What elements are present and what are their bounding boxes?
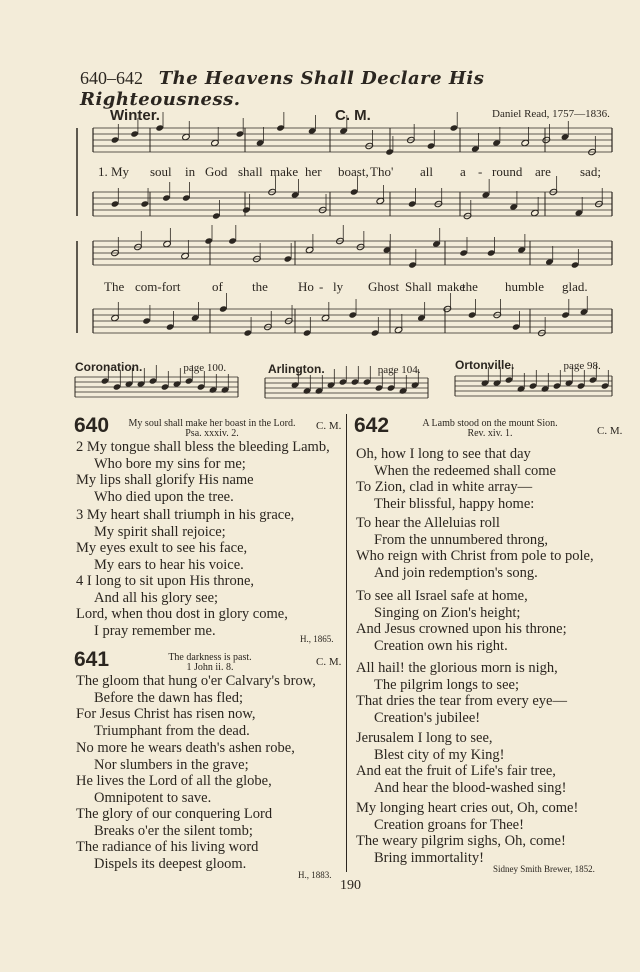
hymn-640-attribution: H., 1865.	[300, 634, 334, 644]
composer: Daniel Read, 1757—1836.	[492, 108, 610, 120]
hymn-642-first-line: A Lamb stood on the mount Sion. Rev. xiv. 1.	[422, 418, 558, 439]
lyric-word: the	[462, 279, 478, 294]
lyric-word: ly	[333, 279, 344, 294]
lyric-word: her	[305, 164, 322, 179]
hymn-642-stanza-1: Oh, how I long to see that day When the redeemed shall come To Zion, clad in white array— Their blissful, happy home:	[356, 446, 556, 512]
tune-meter: C. M.	[335, 107, 371, 124]
hymn-641-meter: C. M.	[316, 656, 342, 668]
ref-ortonville: Ortonville. page 98.	[455, 358, 601, 372]
ref-coronation: Coronation. page 100.	[75, 360, 227, 374]
hymn-642-meter: C. M.	[597, 425, 623, 437]
hymn-640-stanza-4: 4 I long to sit upon His throne, And all his glory see; Lord, when thou dost in glory come, I pray remember me.	[76, 573, 288, 639]
hymn-640-number: 640	[74, 414, 110, 437]
hymn-641-attribution: H., 1883.	[298, 870, 332, 880]
lyric-word: -	[319, 279, 324, 294]
hymn-range: 640–642	[80, 68, 143, 88]
lyric-word: sad;	[580, 164, 601, 179]
hymn-642-stanza-3: To see all Israel safe at home, Singing on Zion's height; And Jesus crowned upon his throne; Creation own his right.	[356, 588, 567, 654]
lyric-word: make	[270, 164, 299, 179]
hymn-640-meter: C. M.	[316, 420, 342, 432]
lyric-word: in	[185, 164, 196, 179]
hymn-640-first-line: My soul shall make her boast in the Lord. Psa. xxxiv. 2.	[128, 418, 296, 439]
hymn-641-first-line: The darkness is past. 1 John ii. 8.	[168, 652, 252, 673]
ref-arlington: Arlington. page 104.	[268, 362, 421, 376]
lyric-word: Ho	[298, 279, 314, 294]
hymn-642-stanza-6: My longing heart cries out, Oh, come! Creation groans for Thee! The weary pilgrim sighs, Oh, come! Bring immortality!	[356, 800, 579, 866]
hymn-640-stanza-3: 3 My heart shall triumph in his grace, My spirit shall rejoice; My eyes exult to see his face, My ears to hear his voice.	[76, 507, 295, 573]
lyric-word: the	[252, 279, 268, 294]
lyric-word: 1. My	[98, 164, 130, 179]
hymn-641-stanza-2: No more he wears death's ashen robe, Nor slumbers in the grave; He lives the Lord of all the globe, Omnipotent to save.	[76, 740, 295, 806]
hymn-641-number: 641	[74, 648, 110, 671]
hymn-642-stanza-2: To hear the Alleluias roll From the unnumbered throng, Who reign with Christ from pole to pole, And join redemption's song.	[356, 515, 594, 581]
hymn-642-number: 642	[354, 414, 390, 437]
hymn-642-attribution: Sidney Smith Brewer, 1852.	[493, 864, 595, 874]
hymn-641-stanza-3: The glory of our conquering Lord Breaks o'er the silent tomb; The radiance of his living word Dispels its deepest gloom.	[76, 806, 273, 872]
lyric-word: boast,	[338, 164, 369, 179]
lyric-word: Ghost	[368, 279, 400, 294]
page-number: 190	[340, 878, 361, 893]
lyric-word: -	[478, 164, 483, 179]
lyric-word: of	[212, 279, 223, 294]
lyric-word: shall	[238, 164, 263, 179]
tune-name: Winter.	[110, 107, 160, 124]
column-divider	[346, 414, 347, 872]
lyric-word: God	[205, 164, 228, 179]
lyric-word: soul	[150, 164, 172, 179]
hymn-642-stanza-4: All hail! the glorious morn is nigh, The pilgrim longs to see; That dries the tear from every eye— Creation's jubilee!	[356, 660, 567, 726]
lyric-word: humble	[505, 279, 544, 294]
section-title: The Heavens Shall Declare His Righteousness.	[80, 68, 485, 110]
lyric-word: round	[492, 164, 523, 179]
lyric-word: com-fort	[135, 279, 181, 294]
lyric-word: make	[437, 279, 466, 294]
hymn-642-stanza-5: Jerusalem I long to see, Blest city of my King! And eat the fruit of Life's fair tree, And hear the blood-washed sing!	[356, 730, 567, 796]
lyric-word: The	[104, 279, 125, 294]
lyric-word: all	[420, 164, 433, 179]
lyric-word: a	[460, 164, 466, 179]
lyric-word: are	[535, 164, 551, 179]
lyric-word: Shall	[405, 279, 432, 294]
hymn-641-stanza-1: The gloom that hung o'er Calvary's brow, Before the dawn has fled; For Jesus Christ has risen now, Triumphant from the dead.	[76, 673, 316, 739]
lyric-word: Tho'	[370, 164, 394, 179]
lyric-word: glad.	[562, 279, 588, 294]
hymn-640-stanza-2: 2 My tongue shall bless the bleeding Lamb, Who bore my sins for me; My lips shall glorify His name Who died upon the tree.	[76, 439, 330, 505]
